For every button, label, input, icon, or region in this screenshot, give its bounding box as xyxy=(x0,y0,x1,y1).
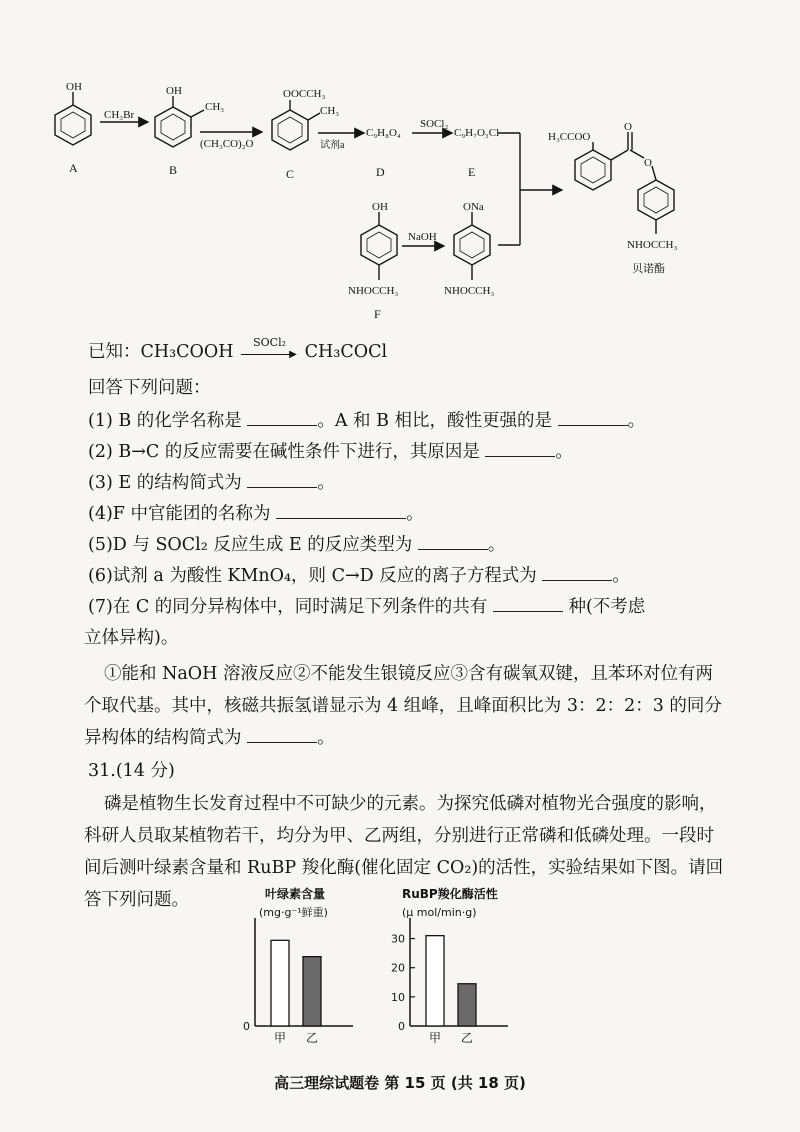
chlorophyll-chart xyxy=(225,884,370,1052)
answer-blank[interactable] xyxy=(558,411,628,426)
compound-label: E xyxy=(468,165,476,179)
q1-text: 。 xyxy=(627,411,646,431)
answer-blank[interactable] xyxy=(247,728,317,743)
q3-text: 。 xyxy=(317,473,335,493)
chart-ylabel: (mg·g⁻¹鲜重) xyxy=(259,906,328,919)
scheme-text: CH₃ xyxy=(320,105,340,117)
q4-text: 。 xyxy=(406,504,424,524)
q5-text: 。 xyxy=(487,535,506,555)
intro-text: 回答下列问题： xyxy=(88,378,211,398)
answer-blank[interactable] xyxy=(276,504,406,519)
question-5 xyxy=(88,531,800,556)
chart-plot xyxy=(391,918,508,1045)
formula-text: C₉H₈O₄ xyxy=(366,127,401,139)
q7-end: 。 xyxy=(317,728,335,748)
answer-blank[interactable] xyxy=(247,411,317,426)
scheme-text: O xyxy=(644,157,652,169)
chart-ylabel: (μ mol/min·g) xyxy=(402,906,477,919)
y-tick-label: 0 xyxy=(398,1020,405,1033)
q1-text: (1) B 的化学名称是 xyxy=(88,411,242,431)
scheme-text: NHOCCH₃ xyxy=(627,239,678,251)
q2-text: 。 xyxy=(555,442,573,462)
known-reaction xyxy=(88,335,800,363)
scheme-text: NHOCCH₃ xyxy=(348,285,399,297)
reagent-label: 试剂a xyxy=(320,140,345,151)
question-7 xyxy=(88,593,800,618)
question-3 xyxy=(88,469,800,494)
known-prefix: 已知：CH₃COOH xyxy=(88,342,234,362)
q6-text: (6)试剂 a 为酸性 KMnO₄，则 C→D 反应的离子方程式为 xyxy=(88,566,537,586)
bar-甲 xyxy=(426,936,444,1026)
x-tick-label: 乙 xyxy=(460,1031,474,1045)
known-reagent: SOCl₂ xyxy=(253,335,286,349)
answer-blank[interactable] xyxy=(493,597,563,612)
q7-conditions-text: ①能和 NaOH 溶液反应②不能发生银镜反应③含有碳氧双键，且苯环对位有两个取代基。其中，核磁共振氢谱显示为 4 组峰，且峰面积比为 3：2：2：3 的同分异构体的结构简式为 xyxy=(84,664,722,748)
answer-blank[interactable] xyxy=(542,566,612,581)
chart-title: RuBP羧化酶活性 xyxy=(402,887,498,901)
scheme-text: O xyxy=(624,121,632,133)
scheme-text: OH xyxy=(372,201,388,213)
compound-label: B xyxy=(169,163,178,177)
question-2 xyxy=(88,438,800,463)
answer-blank[interactable] xyxy=(418,535,488,550)
q5-text: (5)D 与 SOCl₂ 反应生成 E 的反应类型为 xyxy=(88,535,413,555)
formula-text: C₉H₇O₃Cl xyxy=(454,127,500,139)
compound-label: C xyxy=(286,167,295,181)
page-footer: 高三理综试题卷 第 15 页 (共 18 页) xyxy=(274,1074,526,1092)
x-tick-label: 乙 xyxy=(305,1031,319,1045)
product-name: 贝诺酯 xyxy=(632,263,665,275)
rubp-enzyme-chart xyxy=(380,884,525,1052)
bar-甲 xyxy=(271,940,289,1026)
q2-text: (2) B→C 的反应需要在碱性条件下进行，其原因是 xyxy=(88,442,480,462)
scheme-text: OOCCH₃ xyxy=(283,88,326,100)
q4-text: (4)F 中官能团的名称为 xyxy=(88,504,271,524)
scheme-text: H₃CCOO xyxy=(548,131,591,143)
question-31-text: 磷是植物生长发育过程中不可缺少的元素。为探究低磷对植物光合强度的影响，科研人员取某植物若干，均分为甲、乙两组，分别进行正常磷和低磷处理。一段时间后测叶绿素含量和 RuBP 羧化酶(催化固定 CO₂)的活性，实验结果如下图。请回答下列问题。 xyxy=(84,794,724,910)
compound-label: A xyxy=(69,161,78,175)
reaction-scheme xyxy=(0,0,800,330)
x-tick-label: 甲 xyxy=(273,1031,287,1045)
question-1 xyxy=(88,407,800,432)
chart-plot xyxy=(243,918,353,1045)
known-product: CH₃COCl xyxy=(304,342,388,362)
reagent-label: SOCl₂ xyxy=(420,118,449,130)
scheme-text: CH₃ xyxy=(205,101,225,113)
compound-label: F xyxy=(374,307,381,321)
q3-text: (3) E 的结构简式为 xyxy=(88,473,242,493)
reagent-label: NaOH xyxy=(408,231,437,243)
scheme-text: OH xyxy=(166,85,182,97)
q7-text: 种(不考虑 xyxy=(568,597,646,617)
question-6 xyxy=(88,562,800,587)
y-tick-label: 10 xyxy=(391,990,405,1004)
x-tick-label: 甲 xyxy=(428,1031,442,1045)
compound-label: D xyxy=(376,165,385,179)
known-arrow: SOCl₂ ▶ xyxy=(239,344,299,362)
q6-text: 。 xyxy=(612,566,630,586)
q1-text: 。A 和 B 相比，酸性更强的是 xyxy=(317,411,553,431)
answer-blank[interactable] xyxy=(247,473,317,488)
y-tick-label: 0 xyxy=(243,1020,250,1033)
scheme-text: ONa xyxy=(463,201,484,213)
question-7-continued: 立体异构)。 xyxy=(84,628,179,648)
question-4 xyxy=(88,500,800,525)
scheme-text: OH xyxy=(66,81,82,93)
q7-text: (7)在 C 的同分异构体中，同时满足下列条件的共有 xyxy=(88,597,488,617)
y-tick-label: 20 xyxy=(391,961,405,975)
answer-blank[interactable] xyxy=(485,442,555,457)
reagent-label: (CH₃CO)₂O xyxy=(200,138,254,150)
scheme-text: NHOCCH₃ xyxy=(444,285,495,297)
q7-conditions xyxy=(84,658,724,754)
reagent-label: CH₃Br xyxy=(104,109,135,121)
bar-乙 xyxy=(458,984,476,1026)
question-31-title: 31.(14 分) xyxy=(88,761,175,781)
bar-乙 xyxy=(303,957,321,1026)
chart-title: 叶绿素含量 xyxy=(265,887,326,901)
y-tick-label: 30 xyxy=(391,932,405,946)
